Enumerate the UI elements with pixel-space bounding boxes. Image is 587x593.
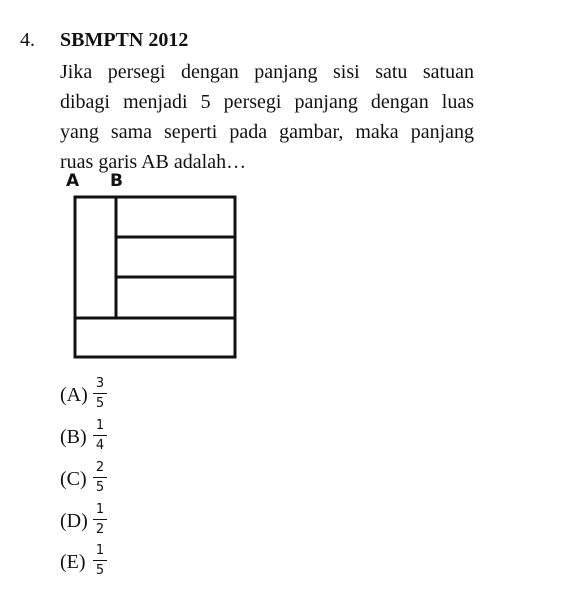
fraction-denominator: 5: [95, 563, 105, 578]
option-fraction: [93, 502, 107, 538]
option-fraction: [93, 418, 107, 454]
fraction-numerator: 1: [95, 502, 105, 517]
fraction-numerator: 2: [95, 460, 105, 475]
option-letter: (D): [60, 510, 88, 532]
fraction-numerator: 1: [95, 418, 105, 433]
question-source: SBMPTN 2012: [60, 29, 189, 51]
option-letter: (A): [60, 384, 88, 406]
point-label-b: B: [110, 171, 123, 191]
question-number: 4.: [20, 29, 35, 51]
point-label-a: A: [66, 171, 80, 191]
fraction-numerator: 3: [95, 376, 105, 391]
fraction-bar: [93, 393, 107, 394]
option-letter: (E): [60, 551, 86, 573]
fraction-denominator: 5: [95, 480, 105, 495]
fraction-bar: [93, 477, 107, 478]
option-fraction: [93, 543, 107, 579]
fraction-bar: [93, 519, 107, 520]
question-line: dibagi menjadi 5 persegi panjang dengan luas: [60, 91, 474, 113]
fraction-bar: [93, 435, 107, 436]
question-line: yang sama seperti pada gambar, maka panjang: [60, 121, 474, 143]
option-fraction: [93, 376, 107, 412]
option-letter: (C): [60, 468, 87, 490]
option-letter: (B): [60, 426, 87, 448]
question-line: Jika persegi dengan panjang sisi satu satuan: [60, 61, 474, 83]
fraction-denominator: 4: [95, 438, 105, 453]
fraction-numerator: 1: [95, 543, 105, 558]
question-line: ruas garis AB adalah…: [60, 151, 247, 173]
fraction-denominator: 5: [95, 396, 105, 411]
fraction-denominator: 2: [95, 522, 105, 537]
option-fraction: [93, 460, 107, 496]
fraction-bar: [93, 560, 107, 561]
